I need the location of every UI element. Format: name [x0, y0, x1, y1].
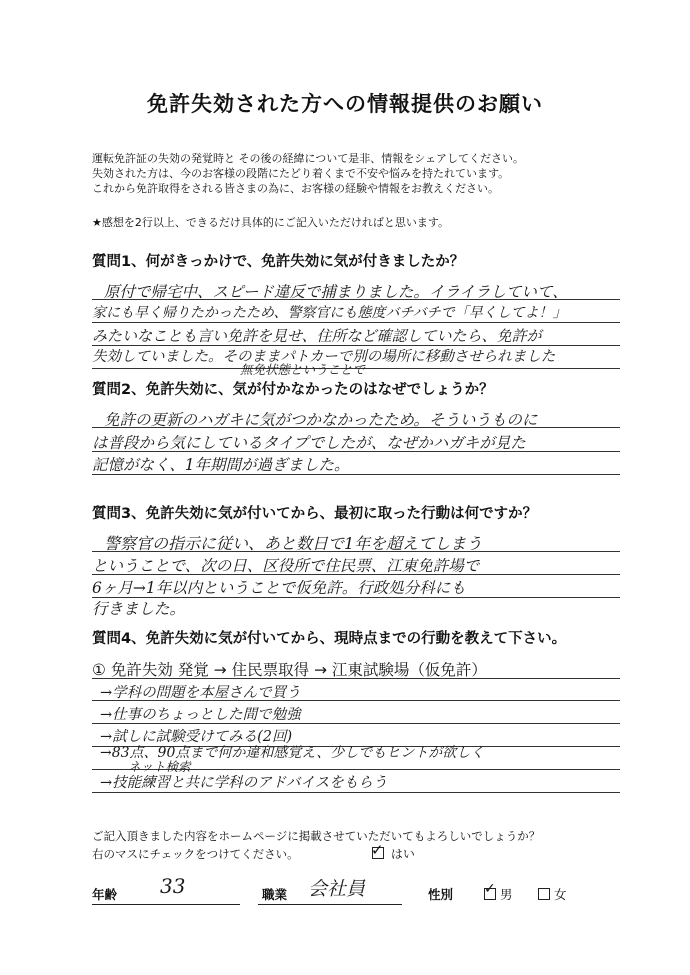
question-2-label: 質問2、免許失効に、気が付かなかったのはなぜでしょうか？ [92, 382, 494, 398]
intro-line-1: 運転免許証の失効の発覚時と その後の経緯について是非、情報をシェアしてください。 [92, 152, 525, 165]
gender-male-checkmark: ✓ [484, 881, 496, 897]
answer-4-step-4: →83点、90点まで何か違和感覚え、少しでもヒントが欲しく [100, 745, 485, 761]
gender-male-label: 男 [499, 887, 513, 902]
answer-rule [92, 322, 620, 323]
answer-2-line-1: 免許の更新のハガキに気がつかなかったため。そういうものに [104, 411, 538, 429]
answer-1-line-3: みたいなことも言い免許を見せ、住所など確認していたら、免許が [92, 327, 542, 345]
gender-label: 性別 [428, 887, 454, 902]
permission-question: ご記入頂きました内容をホームページに掲載させていただいてもよろしいでしょうか？ [92, 829, 541, 843]
answer-4-step-5: →技能練習と共に学科のアドバイスをもらう [100, 775, 388, 791]
gender-male-option[interactable] [484, 881, 513, 903]
instruction-note: ★感想を2行以上、できるだけ具体的にご記入いただければと思います。 [92, 216, 449, 229]
job-underline [258, 904, 402, 905]
answer-2-line-2: は普段から気にしているタイプでしたが、なぜかハガキが見た [92, 434, 526, 452]
answer-1-line-1: 原付で帰宅中、スピード違反で捕まりました。イライラしていて、 [104, 283, 568, 301]
answer-4-step-1: →学科の問題を本屋さんで買う [100, 685, 301, 701]
gender-female-checkbox[interactable] [538, 888, 550, 900]
question-4-label: 質問4、免許失効に気が付いてから、現時点までの行動を教えて下さい。 [92, 631, 567, 647]
permission-option[interactable] [371, 841, 415, 862]
answer-rule [92, 792, 620, 793]
age-label: 年齢 [92, 887, 118, 902]
question-1-label: 質問1、何がきっかけで、免許失効に気が付きましたか？ [92, 254, 465, 270]
answer-1-line-4: 失効していました。そのままパトカーで別の場所に移動させられました [92, 349, 556, 365]
permission-checkmark: ✓ [371, 841, 384, 859]
page-title: 免許失効された方への情報提供のお願い [147, 92, 543, 116]
intro-line-3: これから免許取得をされる皆さまの為に、お客様の経験や情報をお教えください。 [92, 182, 499, 195]
answer-1-insert: 無免状態ということで [240, 362, 366, 377]
answer-4-step-3: →試しに試験受けてみる(2回) [100, 729, 293, 745]
permission-yes-label: はい [390, 847, 415, 861]
answer-2-line-3: 記憶がなく、1年期間が過ぎました。 [92, 456, 350, 474]
answer-3-line-2: ということで、次の日、区役所で住民票、江東免許場で [92, 557, 480, 575]
age-value: 33 [160, 874, 186, 898]
age-underline [92, 904, 240, 905]
question-3-label: 質問3、免許失効に気が付いてから、最初に取った行動は何ですか？ [92, 506, 538, 522]
permission-instruction: 右のマスにチェックをつけてください。 [92, 847, 299, 861]
answer-3-line-1: 警察官の指示に従い、あと数日で1年を超えてしまう [104, 534, 483, 553]
answer-4-step-2: →仕事のちょっとした間で勉強 [100, 707, 301, 723]
intro-line-2: 失効された方は、今のお客様の段階にたどり着くまで不安や悩みを持たれています。 [92, 167, 510, 180]
answer-4-line-1: ① 免許失効 発覚 → 住民票取得 → 江東試験場（仮免許） [92, 661, 487, 679]
answer-1-line-2: 家にも早く帰りたかったため、警察官にも態度バチバチで「早くしてよ！」 [92, 305, 567, 321]
gender-female-option[interactable] [538, 885, 567, 903]
answer-4-step-4-sub: ネット検索 [128, 759, 191, 774]
gender-female-label: 女 [553, 887, 567, 902]
answer-3-line-4: 行きました。 [92, 600, 186, 618]
job-label: 職業 [262, 887, 288, 902]
job-value: 会社員 [308, 878, 366, 900]
answer-3-line-3: 6ヶ月→1年以内ということで仮免許。行政処分科にも [92, 579, 466, 597]
